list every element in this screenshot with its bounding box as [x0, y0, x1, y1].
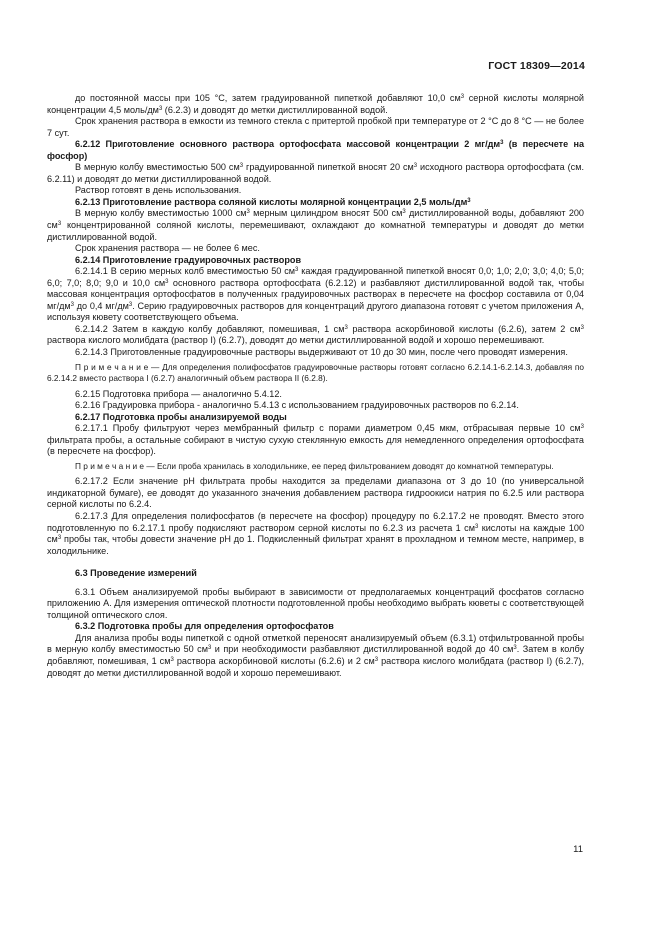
superscript: 3: [344, 324, 348, 331]
document-header: ГОСТ 18309—2014: [488, 60, 585, 72]
note-text: — Для определения полифосфатов градуировочные растворы готовят согласно 6.2.14.1-6.2.14.3, добавляя по 6.2.14.2 вместо раствора I (6.2.7) аналогичный объем раствора II (6.2.8).: [47, 361, 585, 384]
paragraph: В мерную колбу вместимостью 500 $см^3$ градуированной пипеткой вносят 20 $см^3$ исходного раствора ортофосфата (см. 6.2.11) и доводят до метки дистиллированной водой.: [47, 162, 585, 184]
section-heading: 6.3 Проведение измерений: [75, 568, 197, 579]
superscript: 3: [467, 197, 471, 204]
paragraph: 6.3.1 Объем анализируемой пробы выбирают в зависимости от предполагаемых концентраций фосфатов согласно приложению А. Для измерения оптической плотности подготовленной пробы необходимо выбрать кюветы с соответствующей толщиной оптического слоя.: [47, 586, 584, 620]
superscript: 3: [57, 535, 62, 542]
note: [47, 362, 584, 385]
page-number: 11: [573, 844, 583, 855]
paragraph: 6.2.14.1 В серию мерных колб вместимостью 50 $см^3$ каждая градуированной пипеткой вносят 0,0; 1,0; 2,0; 3,0; 4,0; 5,0; 6,0; 7,0; 8,0; 9,0 и 10,0 $см^3$ основного раствора ортофосфата (6.2.12) и разбавляют дистиллированной водой так, чтобы массовая концентрация ортофосфатов в полученных градуировочных растворах в пересчете на фосфор составила от 0,04 $мг/дм^3$ до 0,4 $мг/дм^3$. Серию градуировочных растворов для концентраций другого диапазона готовят с учетом приложения А, используя кювету соответствующего объема.: [47, 266, 584, 323]
superscript: 3: [207, 645, 212, 652]
superscript: 3: [474, 523, 479, 530]
paragraph: Срок хранения раствора в емкости из темного стекла с притертой пробкой при температуре от 2 °С до 8 °С — не более 7 сут.: [47, 116, 584, 138]
document-body: [47, 93, 584, 679]
note-text: — Если проба хранилась в холодильнике, ее перед фильтрованием доводят до комнатной температуры.: [144, 460, 554, 471]
section-heading: 6.2.17 Подготовка пробы анализируемой воды: [75, 411, 287, 422]
paragraph: В мерную колбу вместимостью 1000 $см^3$ мерным цилиндром вносят 500 $см^3$ дистиллированной воды, добавляют 200 $см^3$ концентрированной соляной кислоты, перемешивают, охлаждают до комнатной температуры и доводят до метки дистиллированной водой.: [47, 208, 584, 242]
paragraph: 6.2.17.1 Пробу фильтруют через мембранный фильтр с порами диаметром 0,45 мкм, отбрасывая первые 10 $см^3$ фильтрата пробы, а остальные собирают в чистую сухую стеклянную емкость для немедленного определения ортофосфата (в пересчете на фосфор).: [47, 423, 584, 457]
paragraph: Раствор готовят в день использования.: [75, 185, 242, 196]
superscript: 3: [128, 301, 133, 308]
paragraph: Срок хранения раствора — не более 6 мес.: [75, 243, 260, 254]
superscript: 3: [413, 163, 418, 170]
superscript: 3: [165, 278, 169, 285]
superscript: 3: [402, 209, 406, 216]
superscript: 3: [170, 657, 174, 664]
superscript: 3: [374, 657, 379, 664]
paragraph: 6.2.15 Подготовка прибора — аналогично 5.4.12.: [75, 388, 282, 399]
superscript: 3: [70, 301, 74, 308]
paragraph: 6.2.14.2 Затем в каждую колбу добавляют, помешивая, 1 $см^3$ раствора аскорбиновой кислоты (6.2.6), затем 2 $см^3$ раствора кислого молибдата (раствор I) (6.2.7), доводят до метки дистиллированной водой и хорошо перемешивают.: [47, 323, 585, 346]
superscript: 3: [57, 221, 62, 228]
section-heading: 6.2.12 Приготовление основного раствора ортофосфата массовой концентрации 2 $мг/дм^3$ (в пересчете на фосфор): [47, 139, 584, 161]
superscript: 3: [580, 424, 584, 431]
section-heading: 6.2.13 Приготовление раствора соляной кислоты молярной концентрации 2,5 моль/$дм^3$: [75, 196, 471, 207]
superscript: 3: [513, 645, 517, 652]
note-label: П р и м е ч а н и е: [75, 361, 149, 372]
section-heading: 6.2.14 Приготовление градуировочных растворов: [75, 254, 302, 265]
superscript: 3: [246, 209, 250, 216]
superscript: 3: [158, 105, 163, 112]
paragraph: Для анализа пробы воды пипеткой с одной отметкой переносят анализируемый объем (6.3.1) отфильтрованной пробы в мерную колбу вместимостью 50 $см^3$ и при необходимости разбавляют дистиллированной водой до 40 $см^3$. Затем в колбу добавляют, помешивая, 1 $см^3$ раствора аскорбиновой кислоты (6.2.6) и 2 $см^3$ раствора кислого молибдата (раствор I) (6.2.7), доводят до метки дистиллированной водой и хорошо перемешивают.: [47, 632, 585, 678]
superscript: 3: [500, 140, 504, 147]
paragraph: 6.2.17.3 Для определения полифосфатов (в пересчете на фосфор) процедуру по 6.2.17.2 не проводят. Вместо этого подготовленную по 6.2.17.1 пробу подкисляют раствором серной кислоты по 6.2.3 из расчета 1 $см^3$ кислоты на каждые 100 $см^3$ пробы так, чтобы довести значение рН до 1. Подкисленный фильтрат хранят в прохладном и темном месте, например, в холодильнике.: [47, 511, 585, 556]
superscript: 3: [460, 94, 465, 100]
note-label: П р и м е ч а н и е: [75, 460, 145, 471]
paragraph: 6.2.16 Градуировка прибора - аналогично 5.4.13 с использованием градуировочных растворов по 6.2.14.: [75, 400, 519, 411]
paragraph: до постоянной массы при 105 °С, затем градуированной пипеткой добавляют 10,0 $см^3$ серной кислоты молярной концентрации 4,5 моль/$дм^3$ (6.2.3) и доводят до метки дистиллированной водой.: [47, 93, 584, 115]
superscript: 3: [239, 163, 244, 170]
paragraph: 6.2.17.2 Если значение рН фильтрата пробы находится за пределами диапазона от 3 до 10 (по универсальной индикаторной бумаге), ее доводят до указанного значения добавлением раствора гидроокиси натрия по 6.2.5 или раствора серной кислоты по 6.2.4.: [47, 476, 584, 510]
superscript: 3: [580, 324, 585, 331]
paragraph: 6.2.14.3 Приготовленные градуировочные растворы выдерживают от 10 до 30 мин, после чего проводят измерения.: [75, 347, 568, 358]
section-heading: 6.3.2 Подготовка пробы для определения ортофосфатов: [75, 621, 334, 632]
note: [47, 461, 584, 473]
superscript: 3: [295, 267, 299, 274]
